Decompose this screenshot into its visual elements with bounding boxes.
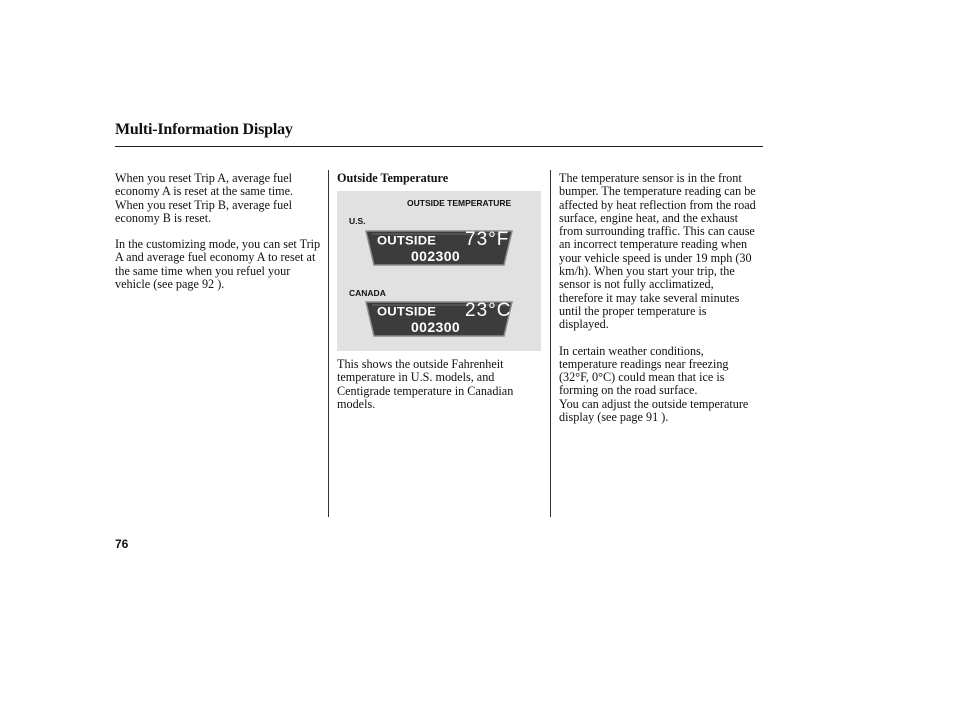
figure-callout-label: OUTSIDE TEMPERATURE [407,198,512,208]
canada-outside-word: OUTSIDE [377,304,437,319]
us-display [364,229,514,267]
column-divider-left [328,170,329,517]
canada-temperature-reading: 23°C [465,300,512,321]
middle-heading: Outside Temperature [337,171,449,185]
right-paragraph-3: You can adjust the outside temperature display (see page 91 ). [559,396,749,425]
right-column [559,172,759,424]
column-divider-right [550,170,551,517]
right-paragraph-2: In certain weather conditions, temperature readings near freezing (32°F, 0°C) could mean that ice is forming on the road surface. [559,343,729,398]
middle-column-text [337,358,543,411]
us-odometer-reading: 002300 [411,248,461,264]
us-temperature-reading: 73°F [465,229,510,250]
canada-odometer-reading: 002300 [411,319,461,335]
outside-temperature-figure [337,191,541,351]
left-paragraph-1: When you reset Trip A, average fuel economy A is reset at the same time. When you reset Trip B, average fuel economy B is reset. [115,171,294,225]
left-column [115,172,322,291]
right-paragraph-1: The temperature sensor is in the front bumper. The temperature reading can be affected by heat reflection from the road surface, engine heat, and the exhaust from surrounding traffic. This can cause an incorrect temperature reading when your vehicle speed is under 19 mph (30 km/h). When you start your trip, the sensor is not fully acclimatized, therefore it may take several minutes until the proper temperature is displayed. [559,171,756,332]
title-rule [115,146,763,147]
canada-display [364,300,514,338]
left-paragraph-2: In the customizing mode, you can set Trip A and average fuel economy A to reset at the same time when you refuel your vehicle (see page 92 ). [115,237,321,292]
page-title: Multi-Information Display [115,121,293,138]
canada-label: CANADA [349,288,386,298]
us-outside-word: OUTSIDE [377,233,437,248]
page-number: 76 [115,537,129,551]
middle-paragraph: This shows the outside Fahrenheit temperature in U.S. models, and Centigrade temperature in Canadian models. [337,357,514,411]
us-label: U.S. [349,216,366,226]
